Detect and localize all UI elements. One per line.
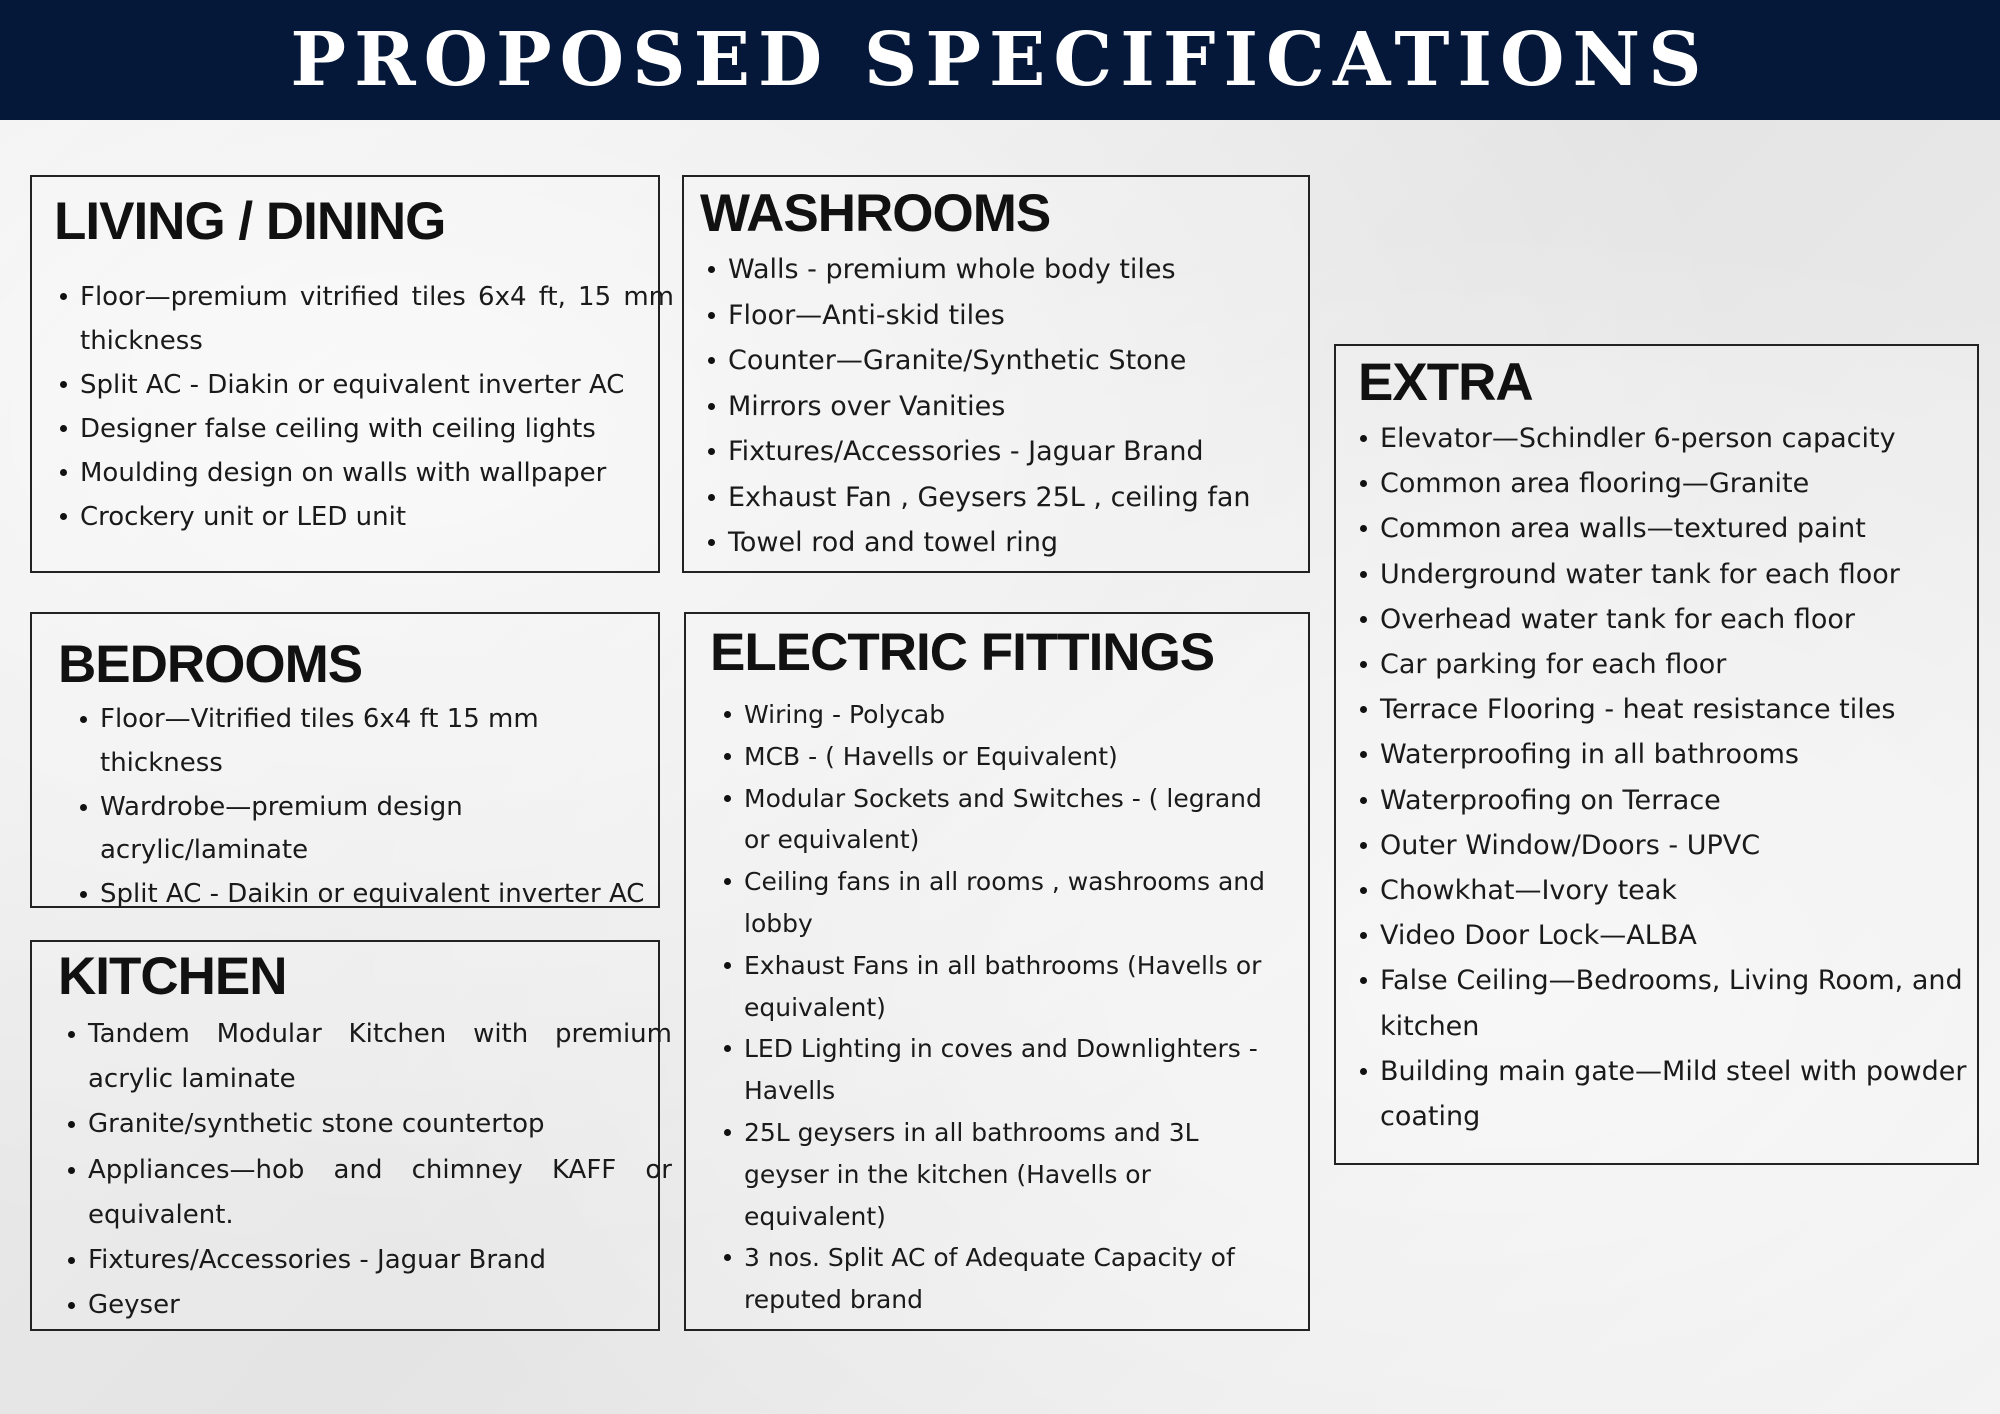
washrooms-card — [682, 175, 1310, 573]
bedrooms-card — [30, 612, 660, 908]
list-item: Exhaust Fans in all bathrooms (Havells or equivalent) — [744, 945, 1274, 1029]
list-item: Fixtures/Accessories - Jaguar Brand — [728, 429, 1298, 475]
list-item: False Ceiling—Bedrooms, Living Room, and kitchen — [1380, 958, 1970, 1048]
header-banner — [0, 0, 2000, 120]
list-item: Exhaust Fan , Geysers 25L , ceiling fan — [728, 475, 1298, 521]
list-item: Fixtures/Accessories - Jaguar Brand — [88, 1238, 672, 1283]
list-item: MCB - ( Havells or Equivalent) — [744, 736, 1274, 778]
list-item: Wiring - Polycab — [744, 694, 1274, 736]
list-item: Split AC - Diakin or equivalent inverter AC — [80, 363, 674, 407]
list-item: Elevator—Schindler 6-person capacity — [1380, 416, 1970, 461]
list-item: Video Door Lock—ALBA — [1380, 913, 1970, 958]
kitchen-card — [30, 940, 672, 1331]
list-item: Split AC - Daikin or equivalent inverter AC — [100, 873, 660, 917]
list-item: Crockery unit or LED unit — [80, 495, 674, 539]
living-dining-title: LIVING / DINING — [54, 192, 446, 251]
list-item: Common area flooring—Granite — [1380, 461, 1970, 506]
list-item: Common area walls—textured paint — [1380, 506, 1970, 551]
list-item: Designer false ceiling with ceiling lights — [80, 407, 674, 451]
kitchen-list — [88, 1012, 672, 1328]
list-item: Mirrors over Vanities — [728, 384, 1298, 430]
electric-fittings-title: ELECTRIC FITTINGS — [710, 623, 1215, 682]
list-item: Floor—premium vitrified tiles 6x4 ft, 15 mm thickness — [80, 275, 674, 363]
list-item: Granite/synthetic stone countertop — [88, 1102, 672, 1147]
bedrooms-list — [100, 698, 660, 917]
list-item: Towel rod and towel ring — [728, 520, 1298, 566]
list-item: Modular Sockets and Switches - ( legrand or equivalent) — [744, 778, 1274, 862]
list-item: Underground water tank for each floor — [1380, 552, 1970, 597]
washrooms-title: WASHROOMS — [700, 184, 1051, 243]
list-item: LED Lighting in coves and Downlighters - Havells — [744, 1028, 1274, 1112]
page-title: PROPOSED SPECIFICATIONS — [290, 17, 1710, 103]
list-item: Chowkhat—Ivory teak — [1380, 868, 1970, 913]
list-item: 25L geysers in all bathrooms and 3L geyser in the kitchen (Havells or equivalent) — [744, 1112, 1274, 1237]
list-item: Car parking for each floor — [1380, 642, 1970, 687]
list-item: Walls - premium whole body tiles — [728, 247, 1298, 293]
list-item: Building main gate—Mild steel with powder coating — [1380, 1049, 1970, 1139]
list-item: 3 nos. Split AC of Adequate Capacity of reputed brand — [744, 1237, 1274, 1321]
kitchen-title: KITCHEN — [58, 947, 287, 1006]
list-item: Outer Window/Doors - UPVC — [1380, 823, 1970, 868]
list-item: Terrace Flooring - heat resistance tiles — [1380, 687, 1970, 732]
list-item: Floor—Anti-skid tiles — [728, 293, 1298, 339]
extra-card — [1334, 344, 1979, 1165]
list-item: Wardrobe—premium design acrylic/laminate — [100, 786, 660, 874]
extra-list — [1380, 416, 1970, 1139]
list-item: Ceiling fans in all rooms , washrooms and lobby — [744, 861, 1274, 945]
electric-fittings-card — [684, 612, 1310, 1331]
list-item: Overhead water tank for each floor — [1380, 597, 1970, 642]
list-item: Waterproofing in all bathrooms — [1380, 732, 1970, 777]
list-item: Floor—Vitrified tiles 6x4 ft 15 mm thickness — [100, 698, 660, 786]
washrooms-list — [728, 247, 1298, 566]
list-item: Waterproofing on Terrace — [1380, 778, 1970, 823]
list-item: Moulding design on walls with wallpaper — [80, 451, 674, 495]
list-item: Geyser — [88, 1283, 672, 1328]
extra-title: EXTRA — [1358, 353, 1533, 412]
list-item: Counter—Granite/Synthetic Stone — [728, 338, 1298, 384]
list-item: Appliances—hob and chimney KAFF or equivalent. — [88, 1148, 672, 1238]
living-dining-card — [30, 175, 674, 573]
electric-fittings-list — [744, 694, 1274, 1321]
bedrooms-title: BEDROOMS — [58, 635, 363, 694]
living-dining-list — [80, 275, 674, 539]
list-item: Tandem Modular Kitchen with premium acrylic laminate — [88, 1012, 672, 1102]
